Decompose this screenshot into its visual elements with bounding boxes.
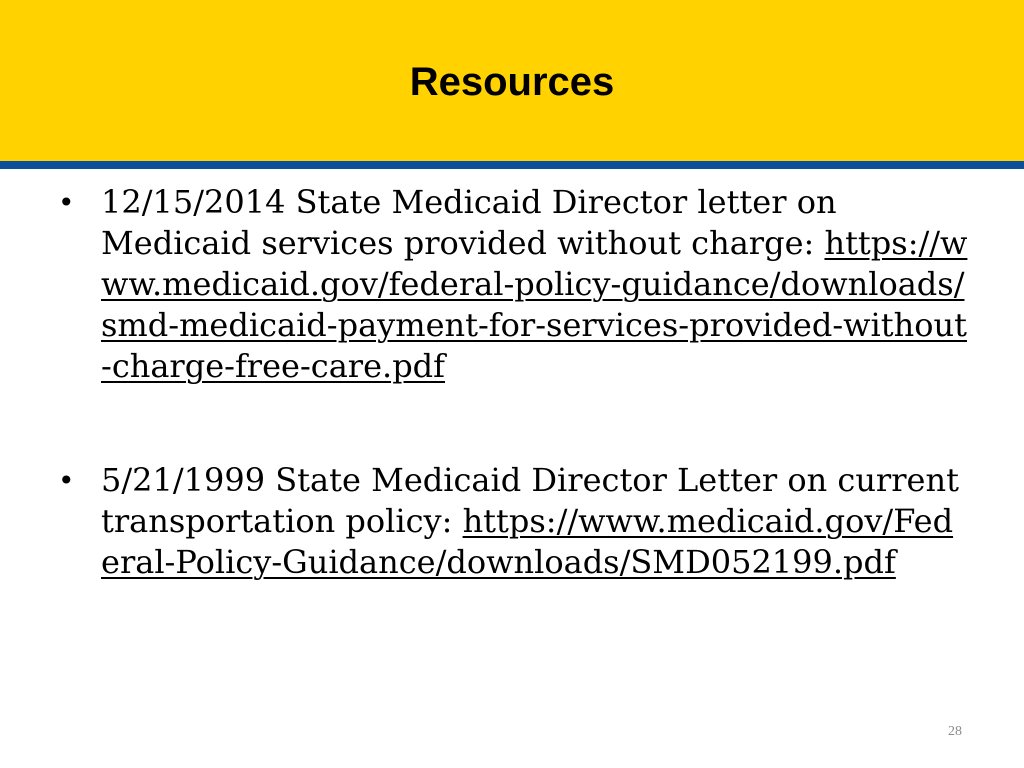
page-number: 28 [948,724,962,739]
resource-link[interactable]: https://www.medicaid.gov/Federal-Policy-Guidance/downloads/SMD052199.pdf [101,502,954,581]
header-divider [0,161,1024,169]
slide-title: Resources [409,60,615,104]
resource-description: 12/15/2014 State Medicaid Director letter on Medicaid services provided without charge: [101,183,837,262]
resource-list [58,182,968,583]
resource-link[interactable]: https://www.medicaid.gov/federal-policy-guidance/downloads/smd-medicaid-payment-for-services-provided-without-charge-free-care.pdf [101,224,968,385]
bullet-icon: • [58,186,75,219]
bullet-icon: • [58,464,75,497]
resource-item [58,460,968,583]
resource-item [58,182,968,387]
title-banner [0,0,1024,161]
resource-description: 5/21/1999 State Medicaid Director Letter on current transportation policy: [101,461,959,540]
